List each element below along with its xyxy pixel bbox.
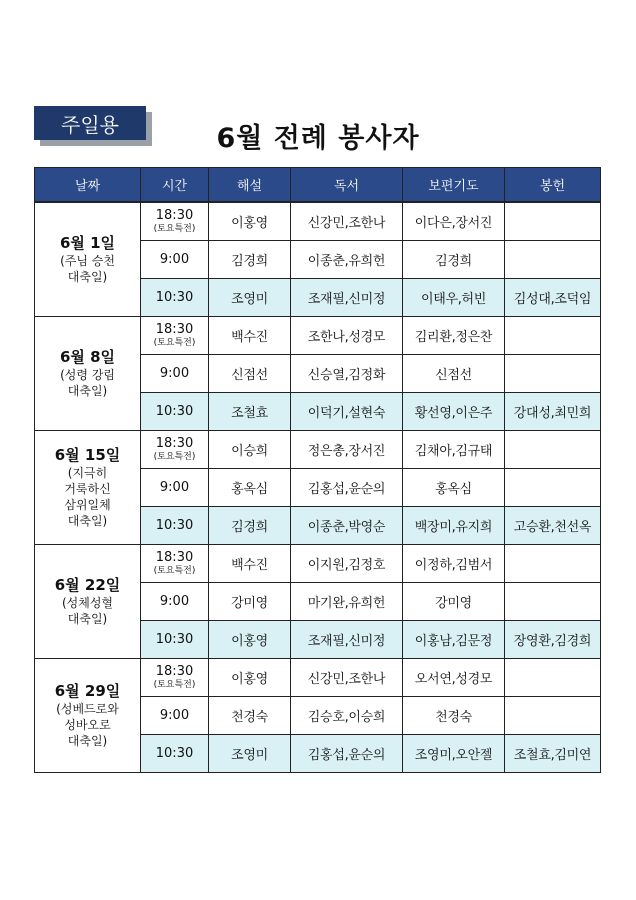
commentary-cell: 천경숙 xyxy=(209,696,291,734)
offering-cell: 강대성,최민희 xyxy=(505,392,601,430)
commentary-cell: 조영미 xyxy=(209,734,291,772)
prayer-cell: 백장미,유지희 xyxy=(403,506,505,544)
time-cell xyxy=(141,468,209,506)
prayer-cell: 황선영,이은주 xyxy=(403,392,505,430)
time-value: 10:30 xyxy=(155,289,194,305)
prayer-cell: 김경희 xyxy=(403,240,505,278)
reading-cell: 김홍섭,윤순의 xyxy=(291,468,403,506)
time-value: 9:00 xyxy=(159,593,190,609)
col-header-reading: 독서 xyxy=(291,168,403,203)
prayer-cell: 이태우,허빈 xyxy=(403,278,505,316)
time-cell xyxy=(141,734,209,772)
commentary-cell: 이홍영 xyxy=(209,620,291,658)
reading-cell: 김홍섭,윤순의 xyxy=(291,734,403,772)
reading-cell: 신강민,조한나 xyxy=(291,202,403,240)
prayer-cell: 신점선 xyxy=(403,354,505,392)
commentary-cell: 백수진 xyxy=(209,316,291,354)
offering-cell: 조철효,김미연 xyxy=(505,734,601,772)
offering-cell xyxy=(505,430,601,468)
prayer-cell: 강미영 xyxy=(403,582,505,620)
time-cell xyxy=(141,354,209,392)
prayer-cell: 천경숙 xyxy=(403,696,505,734)
prayer-cell: 이홍남,김문정 xyxy=(403,620,505,658)
feast-name: (성베드로와 성바오로 대축일) xyxy=(56,702,119,748)
badge-label: 주일용 xyxy=(34,106,146,140)
time-value: 18:30 xyxy=(155,207,194,223)
commentary-cell: 김경희 xyxy=(209,240,291,278)
date-cell xyxy=(35,316,141,430)
date-cell xyxy=(35,658,141,772)
table-row xyxy=(35,544,601,582)
feast-name: (주님 승천 대축일) xyxy=(60,254,115,285)
schedule-body xyxy=(35,202,601,772)
time-value: 9:00 xyxy=(159,707,190,723)
offering-cell xyxy=(505,240,601,278)
offering-cell xyxy=(505,354,601,392)
col-header-commentary: 해설 xyxy=(209,168,291,203)
prayer-cell: 이다은,장서진 xyxy=(403,202,505,240)
time-cell xyxy=(141,506,209,544)
time-note: (토요특전) xyxy=(153,337,196,348)
time-cell xyxy=(141,240,209,278)
offering-cell xyxy=(505,468,601,506)
offering-cell xyxy=(505,696,601,734)
time-cell xyxy=(141,544,209,582)
offering-cell xyxy=(505,316,601,354)
prayer-cell: 조영미,오안젤 xyxy=(403,734,505,772)
prayer-cell: 김리환,정은찬 xyxy=(403,316,505,354)
table-row xyxy=(35,316,601,354)
time-note: (토요특전) xyxy=(153,223,196,234)
time-cell xyxy=(141,430,209,468)
time-cell xyxy=(141,658,209,696)
reading-cell: 신강민,조한나 xyxy=(291,658,403,696)
time-note: (토요특전) xyxy=(153,451,196,462)
date-cell xyxy=(35,544,141,658)
reading-cell: 마기완,유희헌 xyxy=(291,582,403,620)
reading-cell: 이종춘,박영순 xyxy=(291,506,403,544)
time-value: 18:30 xyxy=(155,321,194,337)
prayer-cell: 홍옥심 xyxy=(403,468,505,506)
reading-cell: 조재필,신미정 xyxy=(291,620,403,658)
col-header-offering: 봉헌 xyxy=(505,168,601,203)
time-cell xyxy=(141,582,209,620)
commentary-cell: 홍옥심 xyxy=(209,468,291,506)
offering-cell: 고승환,천선옥 xyxy=(505,506,601,544)
reading-cell: 신승열,김정화 xyxy=(291,354,403,392)
commentary-cell: 이홍영 xyxy=(209,202,291,240)
commentary-cell: 이홍영 xyxy=(209,658,291,696)
feast-name: (성체성혈 대축일) xyxy=(61,596,114,626)
reading-cell: 이덕기,설현숙 xyxy=(291,392,403,430)
time-cell xyxy=(141,316,209,354)
commentary-cell: 이승희 xyxy=(209,430,291,468)
table-row xyxy=(35,658,601,696)
prayer-cell: 오서연,성경모 xyxy=(403,658,505,696)
commentary-cell: 김경희 xyxy=(209,506,291,544)
prayer-cell: 이정하,김범서 xyxy=(403,544,505,582)
feast-name: (성령 강림 대축일) xyxy=(60,368,115,398)
reading-cell: 이종춘,유희헌 xyxy=(291,240,403,278)
time-cell xyxy=(141,696,209,734)
offering-cell xyxy=(505,544,601,582)
date-label: 6월 15일 xyxy=(54,446,121,464)
time-note: (토요특전) xyxy=(153,565,196,576)
commentary-cell: 조영미 xyxy=(209,278,291,316)
date-label: 6월 1일 xyxy=(59,234,116,253)
table-row xyxy=(35,430,601,468)
time-value: 18:30 xyxy=(155,663,194,679)
date-label: 6월 8일 xyxy=(59,348,116,366)
offering-cell: 장영환,김경희 xyxy=(505,620,601,658)
time-value: 10:30 xyxy=(155,745,194,761)
table-row xyxy=(35,202,601,240)
header-row xyxy=(35,168,601,203)
commentary-cell: 조철효 xyxy=(209,392,291,430)
time-cell xyxy=(141,278,209,316)
time-value: 9:00 xyxy=(159,479,190,495)
commentary-cell: 강미영 xyxy=(209,582,291,620)
date-label: 6월 22일 xyxy=(54,576,121,594)
feast-name: (지극히 거룩하신 삼위일체 대축일) xyxy=(64,466,111,528)
prayer-cell: 김채아,김규태 xyxy=(403,430,505,468)
offering-cell: 김성대,조덕임 xyxy=(505,278,601,316)
time-value: 9:00 xyxy=(159,365,190,381)
time-value: 10:30 xyxy=(155,631,194,647)
commentary-cell: 백수진 xyxy=(209,544,291,582)
time-value: 10:30 xyxy=(155,517,194,533)
time-value: 18:30 xyxy=(155,549,194,565)
time-cell xyxy=(141,202,209,240)
time-value: 10:30 xyxy=(155,403,194,419)
time-value: 9:00 xyxy=(159,251,190,267)
date-label: 6월 29일 xyxy=(54,682,121,700)
col-header-date: 날짜 xyxy=(35,168,141,203)
time-value: 18:30 xyxy=(155,435,194,451)
col-header-time: 시간 xyxy=(141,168,209,203)
offering-cell xyxy=(505,582,601,620)
time-note: (토요특전) xyxy=(153,679,196,690)
time-cell xyxy=(141,620,209,658)
reading-cell: 정은총,장서진 xyxy=(291,430,403,468)
reading-cell: 김승호,이승희 xyxy=(291,696,403,734)
page-title: 6월 전례 봉사자 xyxy=(216,123,420,154)
reading-cell: 이지원,김정호 xyxy=(291,544,403,582)
reading-cell: 조한나,성경모 xyxy=(291,316,403,354)
time-cell xyxy=(141,392,209,430)
col-header-prayer: 보편기도 xyxy=(403,168,505,203)
reading-cell: 조재필,신미정 xyxy=(291,278,403,316)
offering-cell xyxy=(505,202,601,240)
date-cell xyxy=(35,202,141,316)
commentary-cell: 신점선 xyxy=(209,354,291,392)
schedule-table xyxy=(34,167,601,773)
offering-cell xyxy=(505,658,601,696)
date-cell xyxy=(35,430,141,544)
